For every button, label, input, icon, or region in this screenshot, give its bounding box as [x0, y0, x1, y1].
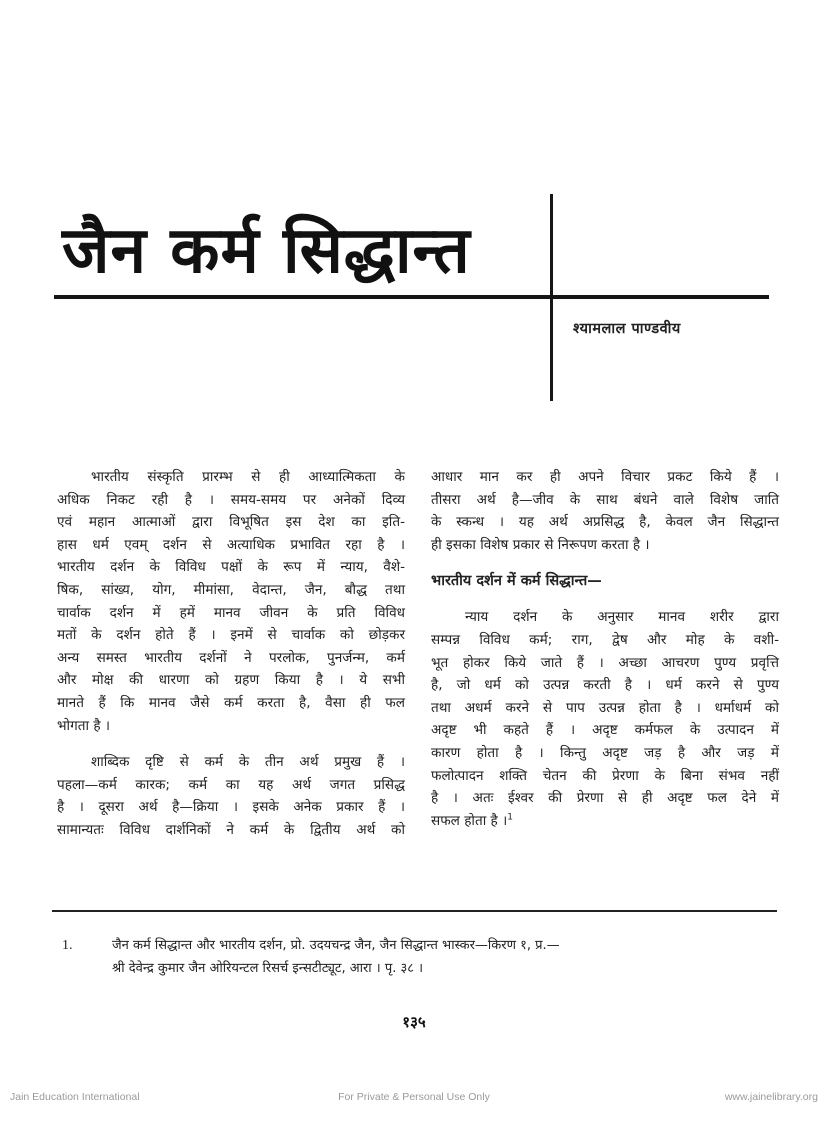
- text-line: है । दूसरा अर्थ है—क्रिया । इसके अनेक प्रकार हैं ।: [57, 799, 405, 816]
- footnote-rule: [52, 910, 777, 912]
- paragraph-intro: [57, 466, 405, 737]
- text-line: न्याय दर्शन के अनुसार मानव शरीर द्वारा: [465, 609, 779, 626]
- text-line: [431, 810, 779, 833]
- text-line: अन्य समस्त भारतीय दर्शनों ने परलोक, पुनर्जन्म, कर्म: [57, 649, 405, 666]
- right-column: [431, 466, 779, 832]
- text-line: है । अतः ईश्वर की प्रेरणा से ही अदृष्ट फल देने में: [431, 790, 779, 807]
- text-line: और मोक्ष की धारणा को ग्रहण किया है । ये सभी: [57, 672, 405, 689]
- footnote-line: श्री देवेन्द्र कुमार जैन ओरियन्टल रिसर्च इन्सटीट्यूट, आरा । पृ. ३८ ।: [112, 961, 424, 976]
- vertical-divider: [550, 194, 553, 401]
- footnote: [62, 934, 772, 980]
- text-line: षिक, सांख्य, योग, मीमांसा, वेदान्त, जैन, बौद्ध तथा: [57, 581, 405, 598]
- text-line: शाब्दिक दृष्टि से कर्म के तीन अर्थ प्रमुख हैं ।: [91, 754, 405, 771]
- footer-usage-notice: For Private & Personal Use Only: [338, 1091, 490, 1103]
- text-line: एवं महान आत्माओं द्वारा विभूषित इस देश का इति-: [57, 514, 405, 531]
- text-line: चार्वाक दर्शन में हमें मानव जीवन के प्रति विविध: [57, 604, 405, 621]
- text-line: मानते हैं कि मानव जैसे कर्म करता है, वैसा ही फल: [57, 694, 405, 711]
- footnote-line: जैन कर्म सिद्धान्त और भारतीय दर्शन, प्रो. उदयचन्द्र जैन, जैन सिद्धान्त भास्कर—किरण १, प्र.—: [112, 938, 560, 953]
- text-line: भोगता है ।: [57, 717, 111, 734]
- text-line: अदृष्ट भी कहते हैं । अदृष्ट कर्मफल के उत्पादन में: [431, 722, 779, 739]
- text-line: फलोत्पादन शक्ति चेतन की प्रेरणा के बिना संभव नहीं: [431, 767, 779, 784]
- footnote-marker[interactable]: 1: [507, 812, 513, 823]
- text-line: कारण होता है । किन्तु अदृष्ट जड़ है और जड़ में: [431, 744, 779, 761]
- text-line: पहला—कर्म कारक; कर्म का यह अर्थ जगत प्रसिद्ध: [57, 776, 405, 793]
- text-line: ही इसका विशेष प्रकार से निरूपण करता है ।: [431, 536, 650, 553]
- text-line: के स्कन्ध । यह अर्थ अप्रसिद्ध है, केवल जैन सिद्धान्त: [431, 514, 779, 531]
- text-line: सामान्यतः विविध दार्शनिकों ने कर्म के द्वितीय अर्थ को: [57, 821, 405, 838]
- text-line-content: सफल होता है ।: [431, 812, 508, 829]
- footer-website-link[interactable]: www.jainelibrary.org: [724, 1091, 818, 1103]
- author-name: श्यामलाल पाण्डवीय: [573, 321, 681, 337]
- text-line: तथा अधर्म करने से पाप उत्पन्न होता है । धर्माधर्म को: [431, 699, 779, 716]
- text-line: आधार मान कर ही अपने विचार प्रकट किये हैं ।: [431, 469, 779, 485]
- footer-publisher: Jain Education International: [10, 1091, 140, 1103]
- left-column: [57, 466, 405, 842]
- paragraph-meanings: [57, 751, 405, 841]
- text-line: भारतीय संस्कृति प्रारम्भ से ही आध्यात्मिकता के: [91, 469, 405, 485]
- title-rule: [54, 295, 769, 299]
- text-line: तीसरा अर्थ है—जीव के साथ बंधने वाले विशेष जाति: [431, 491, 779, 508]
- section-heading: भारतीय दर्शन में कर्म सिद्धान्त—: [431, 573, 602, 590]
- article-title: जैन कर्म सिद्धान्त: [62, 214, 471, 288]
- text-line: हास धर्म एवम् दर्शन से अत्याधिक प्रभावित रहा है ।: [57, 536, 405, 553]
- paragraph-continuation: [431, 466, 779, 556]
- footnote-text: [112, 934, 772, 980]
- text-line: सम्पन्न विविध कर्म; राग, द्वेष और मोह के वशी-: [431, 631, 779, 648]
- text-line: भारतीय दर्शन के विविध पक्षों के रूप में न्याय, वैशे-: [57, 559, 405, 576]
- paragraph-nyaya: [431, 606, 779, 832]
- text-line: है, जो धर्म को उत्पन्न करती है । धर्म करने से पुण्य: [431, 677, 779, 694]
- text-line: अधिक निकट रही है । समय-समय पर अनेकों दिव्य: [57, 491, 405, 508]
- text-line: भूत होकर किये जाते हैं । अच्छा आचरण पुण्य प्रवृत्ति: [431, 654, 779, 671]
- text-line: मतों के दर्शन होते हैं । इनमें से चार्वाक को छोड़कर: [57, 627, 405, 644]
- page-number: १३५: [402, 1013, 426, 1031]
- footnote-number: 1.: [62, 938, 73, 953]
